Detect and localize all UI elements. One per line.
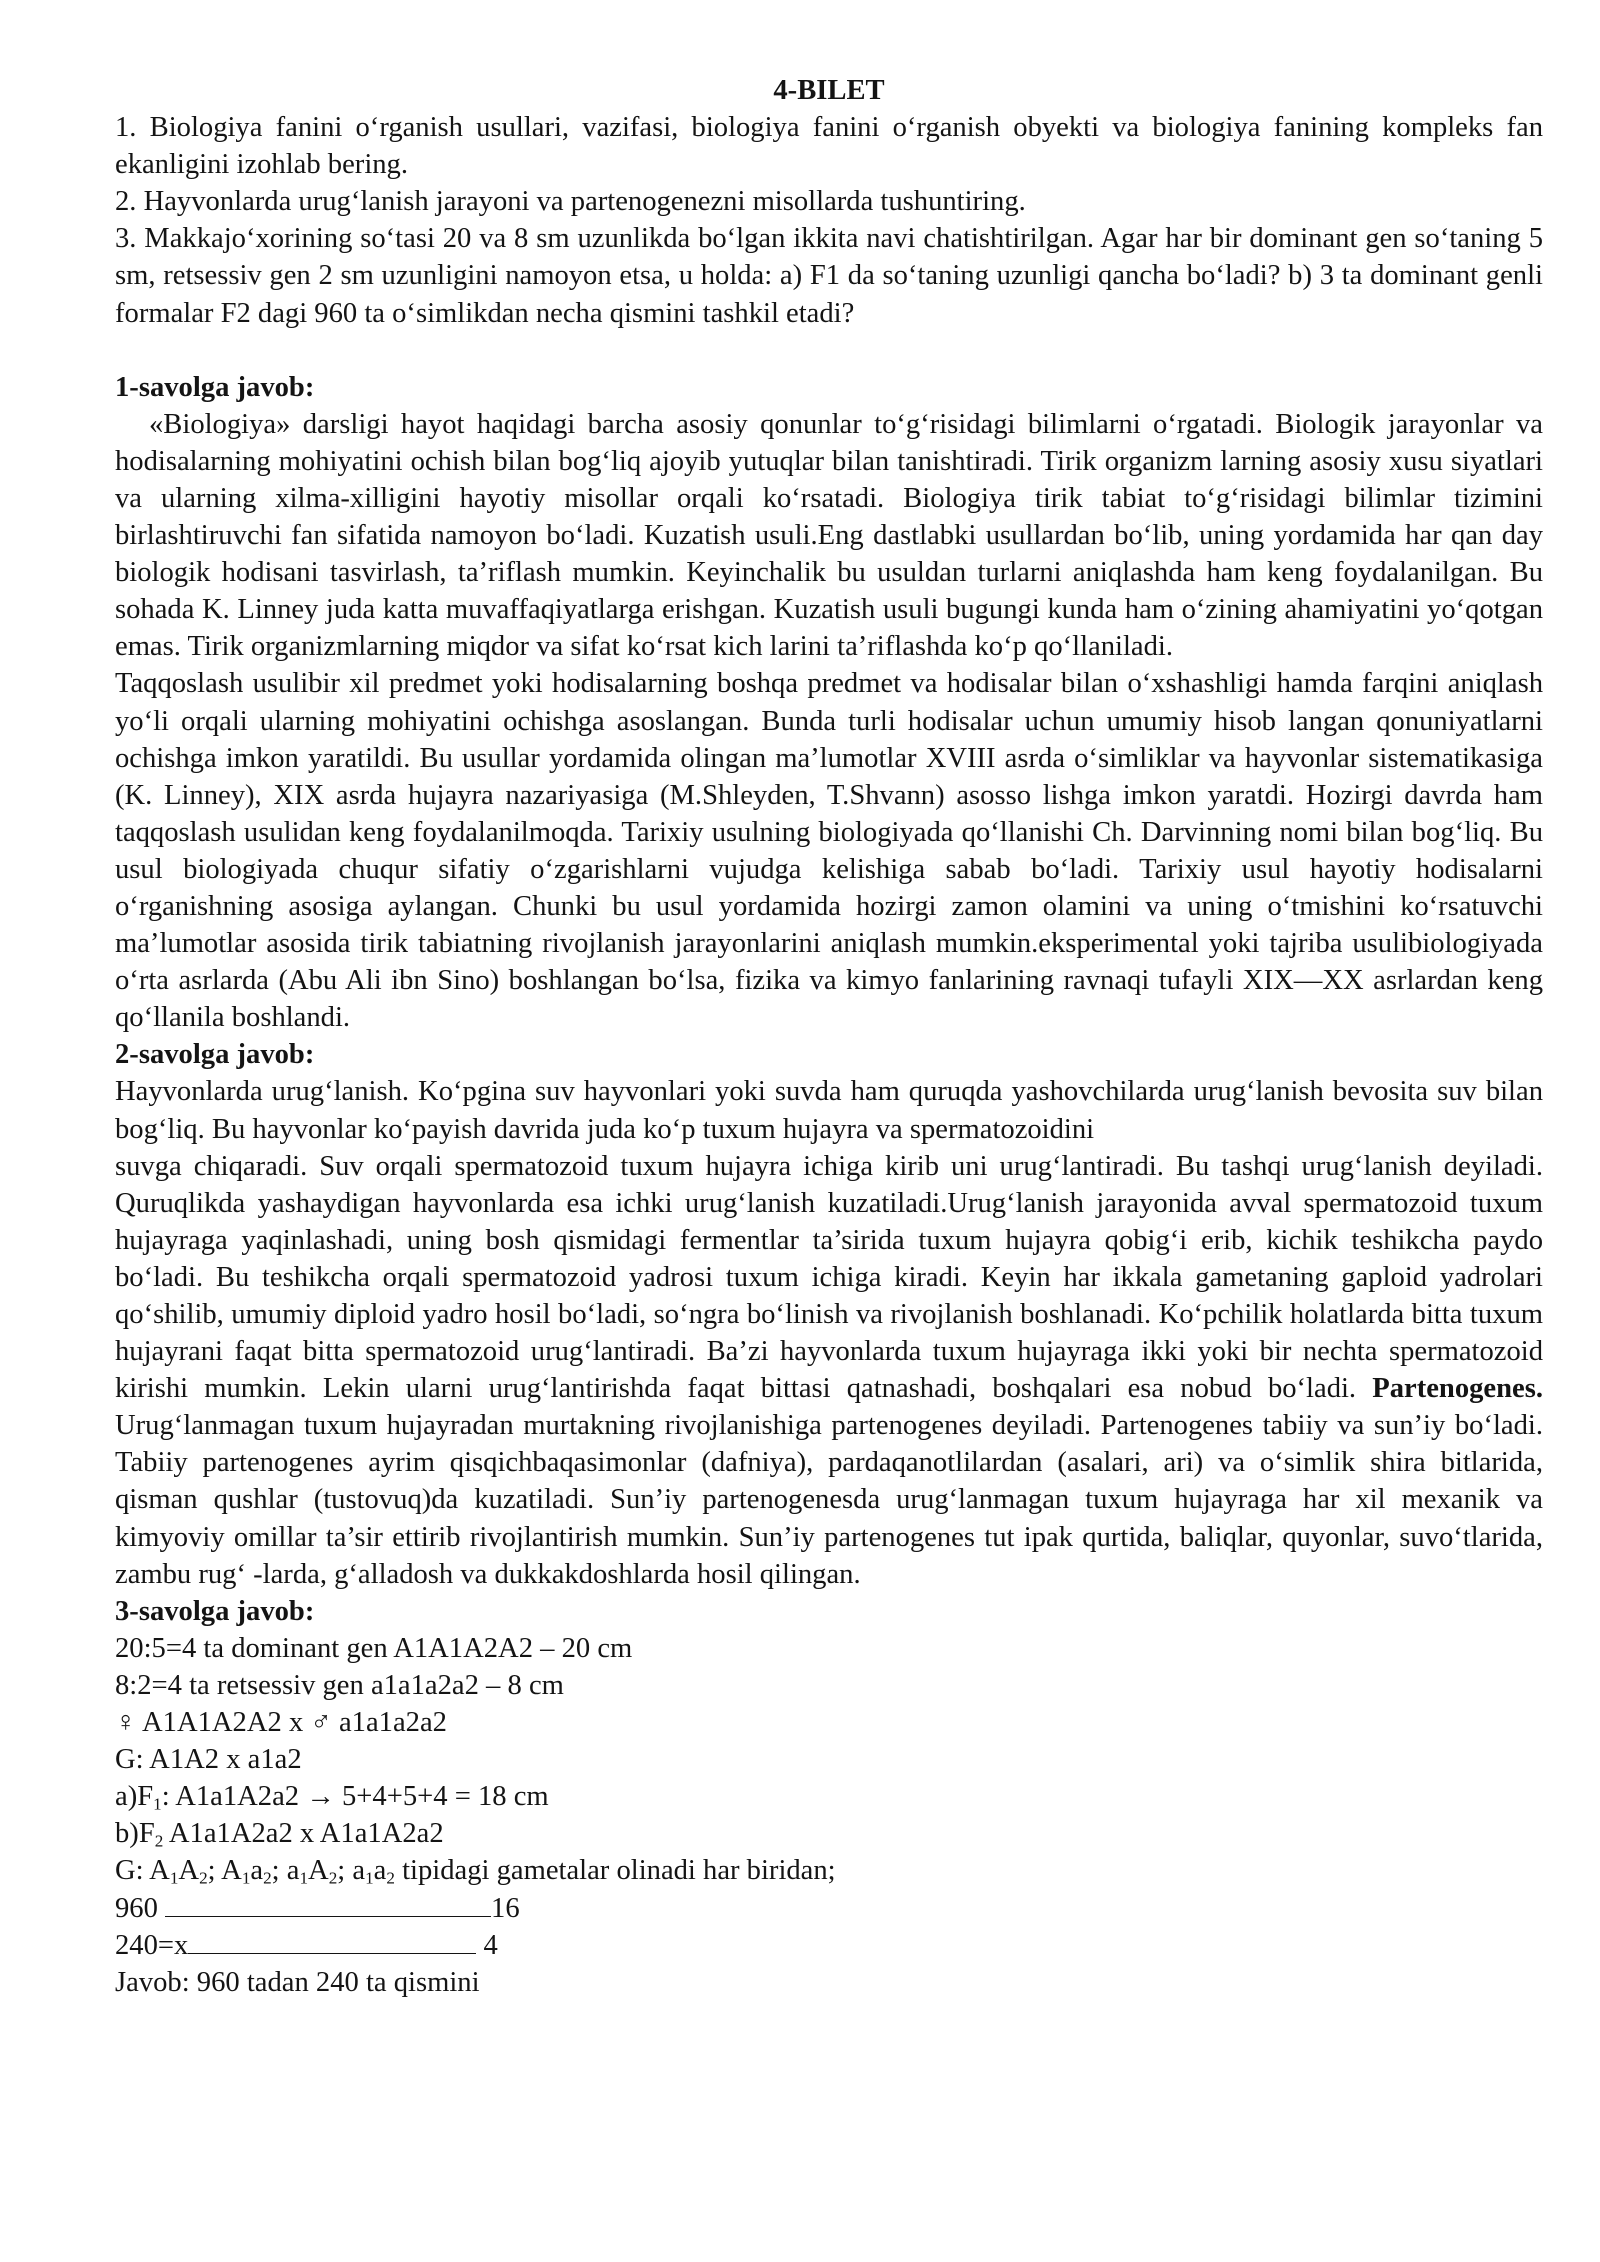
gamete-1: $A_1A_2$ <box>149 1855 208 1888</box>
proportion-1-left: 960 <box>115 1892 166 1924</box>
gamete-4: $a_1a_2$ <box>352 1855 395 1888</box>
ticket-title: 4-BILET <box>773 75 885 106</box>
answer-2-paragraph-2-rest: Urug‘lanmagan tuxum hujayradan murtakning rivojlanishiga partenogenes deyiladi. Partenogenes tabiiy va sun’iy bo‘ladi. Tabiiy partenogenes ayrim qisqichbaqasimonlar (dafniya), pardaqanotlilardan (asalari, ari) va o‘simlik shira bitlarida, qisman qushlar (tustovuq)da kuzatiladi. Sun’iy partenogenesda urug‘lanmagan tuxum hujayraga har xil mexanik va kimyoviy omillar ta’sir ettirib rivojlantirish mumkin. Sun’iy partenogenes tut ipak qurtida, baliqlar, quyonlar, suvo‘tlarida, zambu rug‘ -larda, g‘alladosh va dukkakdoshlarda hosil qilingan. <box>115 1410 1543 1590</box>
question-2: 2. Hayvonlarda urug‘lanish jarayoni va partenogenezni misollarda tushuntiring. <box>115 186 1026 218</box>
answer-3-heading: 3-savolga javob: <box>115 1595 315 1627</box>
answer-3-line-2: 8:2=4 ta retsessiv gen a1a1a2a2 – 8 cm <box>115 1669 564 1701</box>
answer-3-cross: ♀ A1A1A2A2 x ♂ a1a1a2a2 <box>115 1707 447 1739</box>
blank-line <box>165 1890 491 1917</box>
answer-2-paragraph-2 <box>115 1148 1543 1593</box>
answer-3-proportion-2 <box>115 1927 1543 1964</box>
answer-1-paragraph-1: «Biologiya» darsligi hayot haqidagi barcha asosiy qonunlar to‘g‘risidagi bilimlarni o‘rgatadi. Biologik jarayonlar va hodisalarning mohiyatini ochish bilan bog‘liq ajoyib yutuqlar bilan tanishtiradi. Tirik organizm larning asosiy xusu siyatlari va ularning xilma-xilligini hayotiy misollar orqali ko‘rsatadi. Biologiya tirik tabiat to‘g‘risidagi bilimlar tizimini birlashtiruvchi fan sifatida namoyon bo‘ladi. Kuzatish usuli.Eng dastlabki usullardan bo‘lib, uning yordamida har qan day biologik hodisani tasvirlash, ta’riflash mumkin. Keyinchalik bu usuldan turlarni aniqlashda ham keng foydalanilgan. Bu sohada K. Linney juda katta muvaffaqiyatlarga erishgan. Kuzatish usuli bugungi kunda ham o‘zining ahamiyatini yo‘qotgan emas. Tirik organizmlarning miqdor va sifat ko‘rsat kich larini ta’riflashda ko‘p qo‘llaniladi. <box>115 408 1543 663</box>
gamete-3: $a_1A_2$ <box>286 1855 338 1888</box>
answer-2-paragraph-1: Hayvonlarda urug‘lanish. Ko‘pgina suv hayvonlari yoki suvda ham quruqda yashovchilarda urug‘lanish bevosita suv bilan bog‘liq. Bu hayvonlar ko‘payish davrida juda ko‘p tuxum hujayra va spermatozoidini <box>115 1076 1543 1145</box>
answer-1-paragraph-2: Taqqoslash usulibir xil predmet yoki hodisalarning boshqa predmet va hodisalar bilan o‘xshashligi hamda farqini aniqlash yo‘li orqali ularning mohiyatini ochishga asoslangan. Bunda turli hodisalar uchun umumiy hisob langan qonuniyatlarni ochishga imkon yaratildi. Bu usullar yordamida olingan ma’lumotlar XVIII asrda o‘simliklar va hayvonlar sistematikasiga (K. Linney), XIX asrda hujayra nazariyasiga (M.Shleyden, T.Shvann) asosso lishga imkon yaratdi. Hozirgi davrda ham taqqoslash usulidan keng foydalanilmoqda. Tarixiy usulning biologiyada qo‘llanishi Ch. Darvinning nomi bilan bog‘liq. Bu usul biologiyada chuqur sifatiy o‘zgarishlarni vujudga kelishiga sabab bo‘ladi. Tarixiy usul hayotiy hodisalarni o‘rganishning asosiga aylangan. Chunki bu usul yordamida hozirgi zamon olamini va uning o‘tmishini ko‘rsatuvchi ma’lumotlar asosida tirik tabiatning rivojlanish jarayonlarini aniqlash mumkin.eksperimental yoki tajriba usulibiologiyada o‘rta asrlarda (Abu Ali ibn Sino) boshlangan bo‘lsa, fizika va kimyo fanlarining ravnaqi tufayli XIX—XX asrlardan keng qo‘llanila boshlandi. <box>115 668 1543 1034</box>
answer-3-f2 <box>115 1815 1543 1852</box>
gamete-2: $A_1a_2$ <box>221 1855 272 1888</box>
f2-cross: A1a1A2a2 x A1a1A2a2 <box>163 1818 444 1850</box>
proportion-2-right: 4 <box>476 1929 498 1961</box>
answer-3-proportion-1 <box>115 1890 1543 1927</box>
f2-subscript: 2 <box>154 1831 164 1851</box>
proportion-2-left: 240=x <box>115 1929 189 1961</box>
answer-3-f1 <box>115 1778 1543 1815</box>
document-page <box>115 72 1543 2001</box>
gametes-prefix: G: <box>115 1855 150 1887</box>
answer-3-line-1: 20:5=4 ta dominant gen A1A1A2A2 – 20 cm <box>115 1632 633 1664</box>
spacer <box>115 332 1543 369</box>
blank-line <box>188 1927 476 1954</box>
gametes-suffix: tipidagi gametalar olinadi har biridan; <box>394 1855 836 1887</box>
answer-2-heading: 2-savolga javob: <box>115 1039 315 1071</box>
answer-2-paragraph-2-main: suvga chiqaradi. Suv orqali spermatozoid tuxum hujayra ichiga kirib uni urug‘lantiradi. Bu tashqi urug‘lanish deyiladi. Quruqlikda yashaydigan hayvonlarda esa ichki urug‘lanish kuzatiladi.Urug‘lanish jarayonida avval spermatozoid tuxum hujayraga yaqinlashadi, uning bosh qismidagi fermentlar ta’sirida tuxum hujayra qobig‘i erib, kichik teshikcha paydo bo‘ladi. Bu teshikcha orqali spermatozoid yadrosi tuxum ichiga kiradi. Keyin har ikkala gametaning gaploid yadrolari qo‘shilib, umumiy diploid yadro hosil bo‘ladi, so‘ngra bo‘linish va rivojlanish boshlanadi. Ko‘pchilik holatlarda bitta tuxum hujayrani faqat bitta spermatozoid urug‘lantiradi. Ba’zi hayvonlarda tuxum hujayraga ikki yoki bir nechta spermatozoid kirishi mumkin. Lekin ularni urug‘lantirishda faqat bittasi qatnashadi, boshqalari esa nobud bo‘ladi. <box>115 1150 1543 1405</box>
answer-3-f2-gametes: G: $A_1A_2$; $A_1a_2$; $a_1A_2$; $a_1a_2$ tipidagi gametalar olinadi har biridan; <box>115 1855 836 1888</box>
answer-3-final: Javob: 960 tadan 240 ta qismini <box>115 1966 480 1998</box>
question-1: 1. Biologiya fanini o‘rganish usullari, vazifasi, biologiya fanini o‘rganish obyekti va biologiya fanining kompleks fan ekanligini izohlab bering. <box>115 112 1543 181</box>
proportion-1-right: 16 <box>491 1892 520 1924</box>
question-3: 3. Makkajo‘xorining so‘tasi 20 va 8 sm uzunlikda bo‘lgan ikkita navi chatishtirilgan. Agar har bir dominant gen so‘taning 5 sm, retsessiv gen 2 sm uzunligini namoyon etsa, u holda: a) F1 da so‘taning uzunligi qancha bo‘ladi? b) 3 ta dominant genli formalar F2 dagi 960 ta o‘simlikdan necha qismini tashkil etadi? <box>115 223 1543 329</box>
f1-result: : A1a1A2a2 → 5+4+5+4 = 18 cm <box>161 1781 549 1813</box>
f1-subscript: 1 <box>153 1794 162 1814</box>
partenogenes-term: Partenogenes. <box>1372 1373 1543 1405</box>
answer-1-heading: 1-savolga javob: <box>115 371 315 403</box>
f1-prefix: a)F <box>115 1781 154 1813</box>
answer-3-gametes-p: G: A1A2 x a1a2 <box>115 1744 302 1776</box>
f2-prefix: b)F <box>115 1818 155 1850</box>
